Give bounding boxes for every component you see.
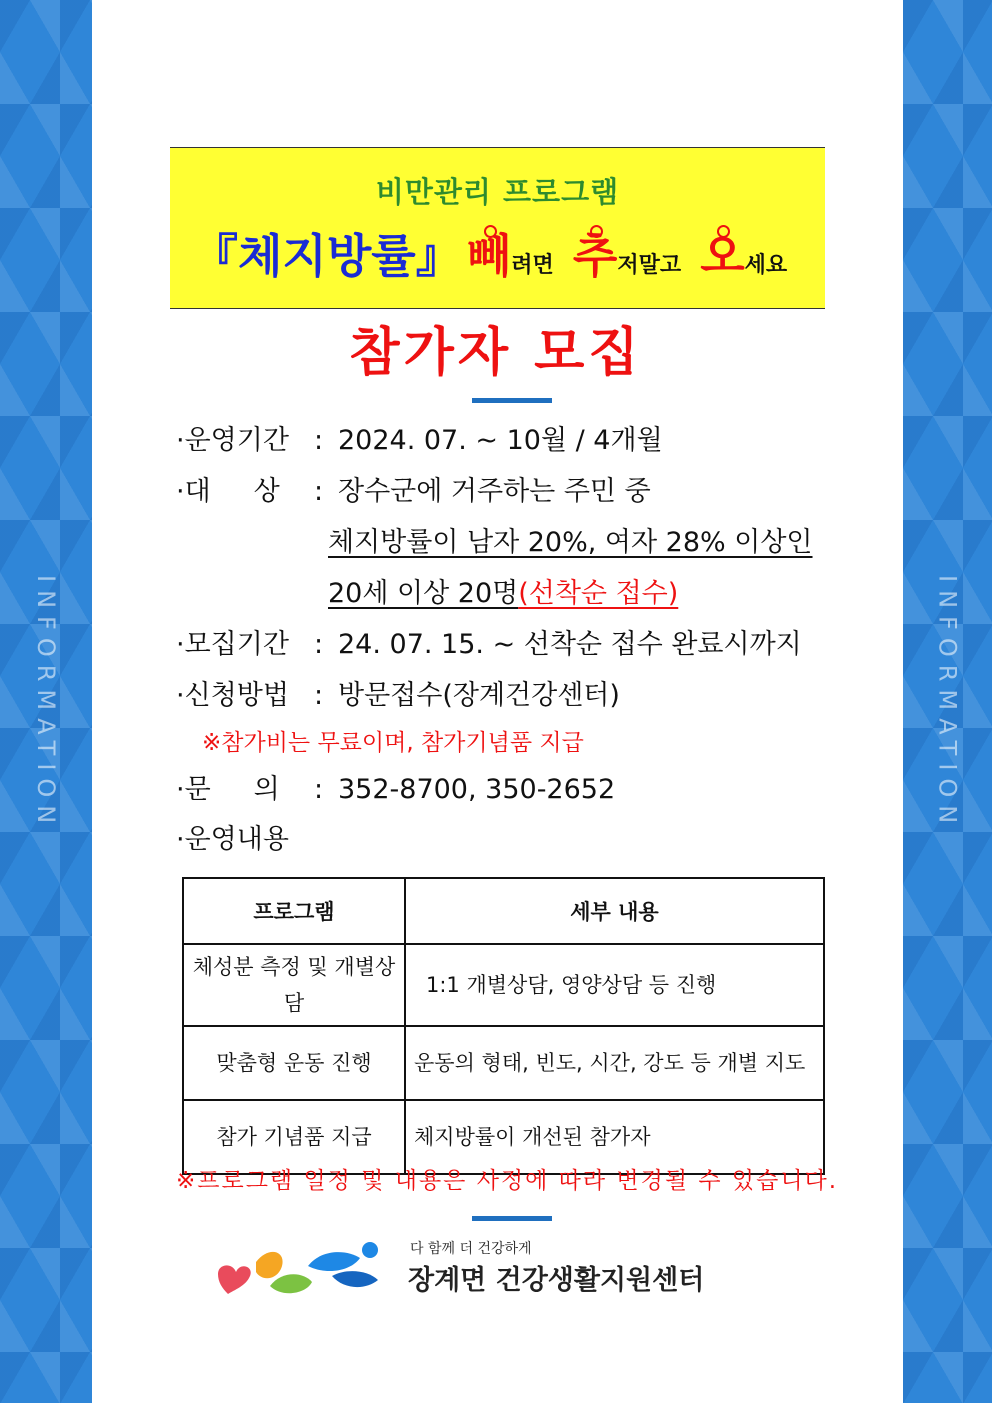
info-label: ·문 의 (176, 774, 280, 805)
schedule-footnote: ※프로그램 일정 및 내용은 사정에 따라 변경될 수 있습니다. (176, 1168, 839, 1194)
info-colon: : (314, 774, 324, 805)
logo-name: 장계면 건강생활지원센터 (408, 1265, 705, 1296)
info-period (176, 418, 663, 457)
right-decorative-panel (903, 0, 992, 1403)
banner-slogan (192, 220, 801, 286)
table-cell-detail: 1:1 개별상담, 영양상담 등 진행 (405, 944, 824, 1026)
info-recruit-period (176, 622, 802, 661)
table-row (183, 944, 824, 1026)
info-colon: : (314, 680, 324, 711)
info-value: 352-8700, 350-2652 (338, 774, 616, 805)
table-row (183, 1026, 824, 1100)
info-label: ·운영기간 (176, 425, 289, 456)
info-value: 20세 이상 20명 (328, 578, 519, 609)
slogan-char-1: 빼 (466, 229, 512, 283)
info-colon: : (314, 425, 324, 456)
header-banner (170, 147, 825, 309)
table-header-row (183, 878, 824, 944)
table-cell-program: 체성분 측정 및 개별상담 (183, 944, 405, 1026)
slogan-rest-2: 저말고 (617, 253, 682, 278)
info-value: 체지방률이 남자 20%, 여자 28% 이상인 (328, 527, 813, 558)
info-colon: : (314, 629, 324, 660)
banner-subtitle: 비만관리 프로그램 (375, 175, 620, 209)
slogan-char-3: 오 (700, 229, 745, 283)
info-target (176, 469, 651, 508)
info-contact (176, 767, 615, 806)
info-target-line2 (328, 520, 813, 559)
info-apply (176, 673, 620, 712)
logo-tagline: 다 함께 더 건강하게 (410, 1241, 532, 1257)
info-content (176, 817, 314, 856)
left-decorative-panel (0, 0, 92, 1403)
slogan-rest-3: 세요 (744, 253, 788, 278)
info-colon: : (314, 476, 324, 507)
side-information-text: INFORMATION (32, 575, 60, 832)
info-value: 2024. 07. ~ 10월 / 4개월 (338, 425, 663, 456)
side-information-text: INFORMATION (933, 575, 962, 832)
center-logo-mark-icon (212, 1236, 402, 1300)
table-header: 프로그램 (183, 878, 405, 944)
center-logo (212, 1236, 792, 1300)
info-label: ·신청방법 (176, 680, 289, 711)
apply-note: ※참가비는 무료이며, 참가기념품 지급 (202, 730, 584, 756)
table-cell-program: 참가 기념품 지급 (183, 1100, 405, 1174)
table-cell-program: 맞춤형 운동 진행 (183, 1026, 405, 1100)
program-table (182, 877, 825, 1175)
page-title: 참가자 모집 (349, 323, 643, 383)
table-header: 세부 내용 (405, 878, 824, 944)
bottom-divider (472, 1216, 552, 1221)
info-label: ·대 상 (176, 476, 280, 507)
info-label: ·모집기간 (176, 629, 289, 660)
slogan-rest-1: 려면 (511, 253, 554, 278)
table-cell-detail: 운동의 형태, 빈도, 시간, 강도 등 개별 지도 (405, 1026, 824, 1100)
top-divider (472, 398, 552, 403)
slogan-bracket-text: 『체지방률』 (192, 229, 462, 283)
info-value: 장수군에 거주하는 주민 중 (338, 476, 651, 507)
table-cell-detail: 체지방률이 개선된 참가자 (405, 1100, 824, 1174)
first-come-note: (선착순 접수) (518, 578, 679, 609)
info-label: ·운영내용 (176, 824, 289, 855)
info-value: 24. 07. 15. ~ 선착순 접수 완료시까지 (338, 629, 802, 660)
info-value: 방문접수(장계건강센터) (338, 680, 620, 711)
info-target-line3 (328, 571, 678, 610)
slogan-char-2: 추 (572, 229, 618, 283)
